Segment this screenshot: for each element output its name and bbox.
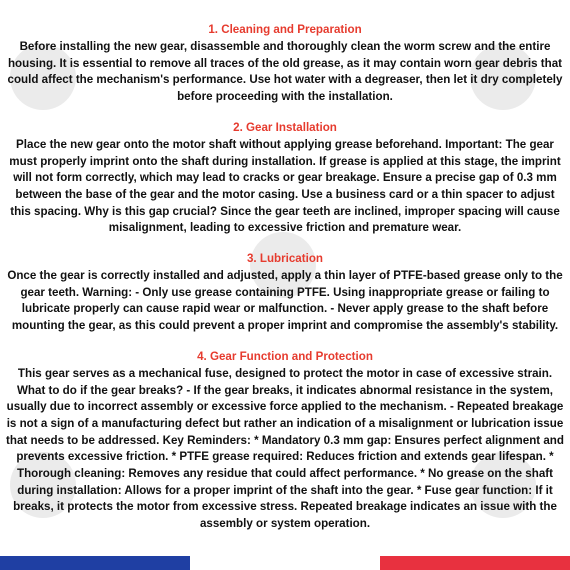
section-body: Once the gear is correctly installed and adjusted, apply a thin layer of PTFE-based grease only to the gear teeth. Warning: - Only use grease containing PTFE. Using inappropriate grease or failing to lubricate properly can cause rapid wear or malfunction. - Never apply grease to the shaft before mounting the gear, as this could prevent a proper imprint and compromise the assembly's stability. bbox=[7, 269, 563, 333]
flag-red-stripe bbox=[380, 556, 570, 570]
section-title: 2. Gear Installation bbox=[233, 120, 337, 134]
section-body: This gear serves as a mechanical fuse, designed to protect the motor in case of excessive strain. What to do if the gear breaks? - If the gear breaks, it indicates abnormal resistance in the system, usually due to incorrect assembly or excessive force applied to the mechanism. - Repeated breakage is not a sign of a manufacturing defect but rather an indication of a misalignment or lubrication issue that needs to be addressed. Key Reminders: * Mandatory 0.3 mm gap: Ensures perfect alignment and prevents excessive friction. * PTFE grease required: Reduces friction and extends gear lifespan. * Thorough cleaning: Removes any residue that could affect performance. * No grease on the shaft during installation: Allows for a proper imprint of the shaft into the gear. * Fuse gear function: If it breaks, it protects the motor from excessive stress. Repeated breakage indicates an issue with the assembly or system operation. bbox=[6, 366, 564, 531]
section-installation bbox=[0, 120, 570, 237]
section-cleaning bbox=[0, 22, 570, 106]
section-title: 4. Gear Function and Protection bbox=[197, 349, 373, 363]
flag-stripe-bar bbox=[0, 556, 570, 570]
section-body: Place the new gear onto the motor shaft without applying grease beforehand. Important: The gear must properly imprint onto the shaft during installation. If grease is applied at this stage, the imprint will not form correctly, which may lead to cracks or gear breakage. Ensure a precise gap of 0.3 mm between the base of the gear and the motor casing. Use a business card or a thin spacer to adjust this spacing. Why is this gap crucial? Since the gear teeth are inclined, improper spacing will cause misalignment, leading to excessive friction and premature wear. bbox=[9, 137, 561, 235]
section-body: Before installing the new gear, disassemble and thoroughly clean the worm screw and the entire housing. It is essential to remove all traces of the old grease, as it may contain worn gear debris that could affect the mechanism's performance. Use hot water with a degreaser, then let it dry completely before proceeding with the installation. bbox=[7, 40, 563, 104]
section-title: 3. Lubrication bbox=[246, 252, 323, 266]
section-function-protection bbox=[0, 349, 570, 533]
flag-blue-stripe bbox=[0, 556, 190, 570]
section-title: 1. Cleaning and Preparation bbox=[208, 23, 362, 36]
flag-white-stripe bbox=[190, 556, 380, 570]
instructions-document bbox=[0, 22, 570, 547]
section-lubrication bbox=[0, 251, 570, 335]
